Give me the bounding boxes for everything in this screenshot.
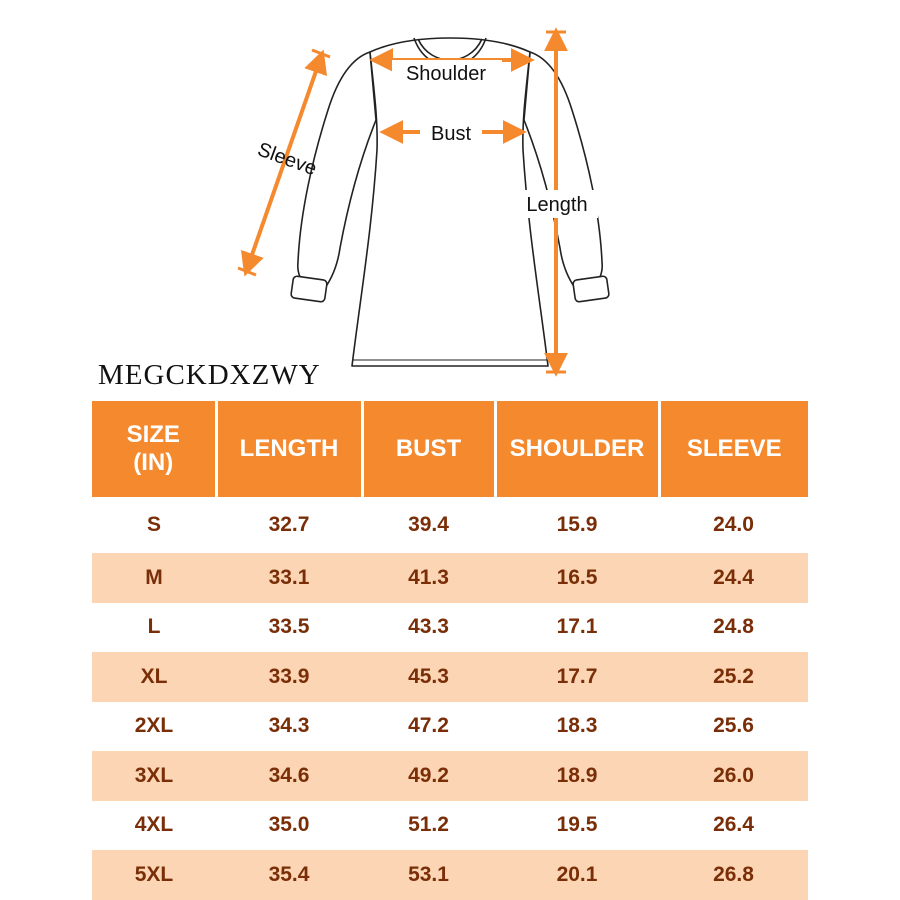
table-cell-shoulder: 15.9 [556,513,598,536]
table-row [92,652,808,702]
table-cell-shoulder: 16.5 [495,553,659,603]
size-chart-table [92,401,808,900]
table-cell-length: 35.4 [216,850,362,900]
table-cell-sleeve: 24.8 [713,615,754,639]
table-cell-length: 33.5 [268,615,310,639]
table-cell-shoulder: 19.5 [556,813,598,837]
column-header-shoulder [495,401,659,497]
column-header-line: SLEEVE [686,435,782,462]
table-cell-size: M [92,553,216,603]
table-cell-sleeve: 24.4 [659,553,808,603]
bust-label: Bust [430,123,472,145]
table-cell-length: 32.7 [268,513,310,536]
column-header-line: LENGTH [239,435,339,462]
brand-name: MEGCKDXZWY [98,359,321,391]
table-row [92,497,808,553]
table-cell-shoulder: 20.1 [495,850,659,900]
table-header-row [92,401,808,497]
table-cell-size: 5XL [92,850,216,900]
table-cell-size: XL [92,652,216,702]
table-row [92,553,808,603]
table-cell-length: 34.6 [216,751,362,801]
table-cell-length: 33.9 [216,652,362,702]
table-row [92,751,808,801]
table-cell-shoulder: 18.9 [495,751,659,801]
table-cell-sleeve: 25.6 [713,714,754,738]
table-row [92,801,808,851]
table-cell-bust: 51.2 [408,813,449,837]
table-cell-bust: 41.3 [362,553,495,603]
table-cell-size: L [147,615,161,639]
table-cell-sleeve: 26.0 [659,751,808,801]
table-cell-bust: 45.3 [362,652,495,702]
table-cell-length: 35.0 [268,813,310,837]
table-cell-shoulder: 17.7 [495,652,659,702]
column-header-line: BUST [395,435,462,462]
table-cell-sleeve: 24.0 [713,513,754,536]
table-cell-size: 4XL [134,813,174,837]
table-row [92,603,808,653]
table-cell-size: 2XL [134,714,174,738]
column-header-sleeve [659,401,808,497]
table-cell-bust: 53.1 [362,850,495,900]
sleeve-label: Sleeve [254,138,320,181]
shoulder-label: Shoulder [405,63,487,85]
column-header-size [92,401,216,497]
table-cell-bust: 47.2 [408,714,449,738]
table-cell-sleeve: 25.2 [659,652,808,702]
table-cell-length: 34.3 [268,714,310,738]
column-header-line: SHOULDER [509,435,645,462]
table-cell-sleeve: 26.8 [659,850,808,900]
table-cell-bust: 43.3 [408,615,449,639]
column-header-bust [362,401,495,497]
length-label: Length [526,194,588,216]
table-cell-size: S [146,513,161,536]
table-cell-length: 33.1 [216,553,362,603]
column-header-line: SIZE [126,421,180,448]
table-cell-shoulder: 17.1 [556,615,598,639]
column-header-length [216,401,362,497]
table-row [92,702,808,752]
table-cell-bust: 49.2 [362,751,495,801]
table-cell-size: 3XL [92,751,216,801]
dress-illustration [0,0,900,390]
table-cell-bust: 39.4 [408,513,449,536]
table-row [92,850,808,900]
table-cell-shoulder: 18.3 [556,714,598,738]
column-header-unit: (IN) [133,449,174,476]
table-cell-sleeve: 26.4 [713,813,754,837]
